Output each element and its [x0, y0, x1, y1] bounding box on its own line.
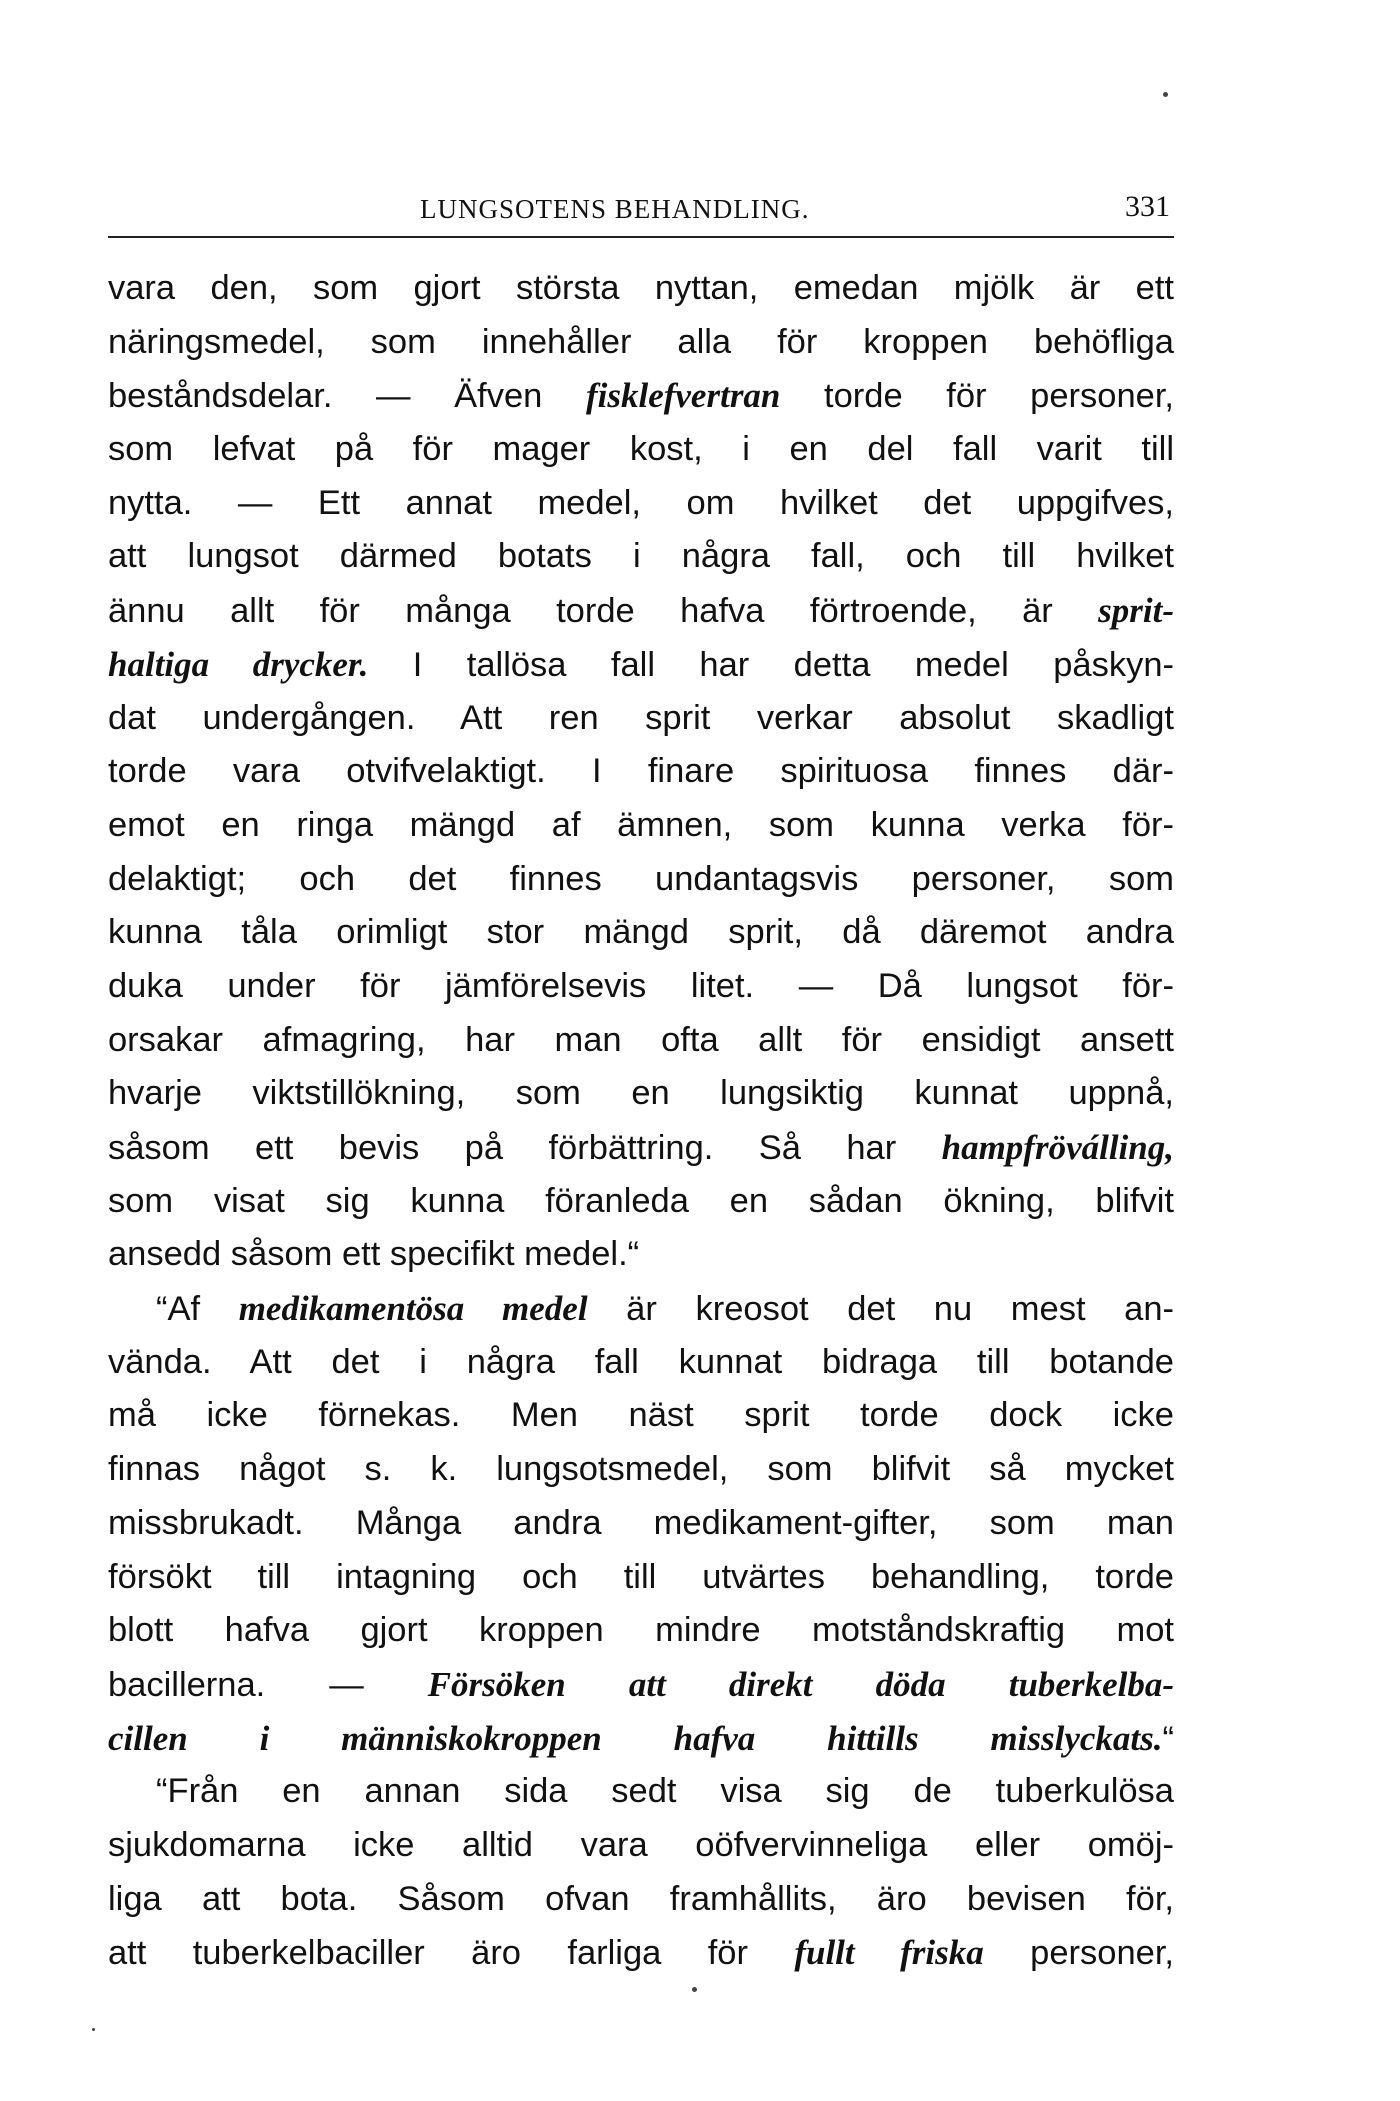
text-line: [108, 638, 1174, 692]
text-line: [108, 960, 1174, 1014]
text-line: [108, 1282, 1174, 1336]
text-segment: delaktigt; och det finnes undantagsvis personer, som: [108, 859, 1174, 898]
text-segment: vända. Att det i några fall kunnat bidraga till botande: [108, 1342, 1174, 1381]
text-line: [108, 1765, 1174, 1819]
text-segment: näringsmedel, som innehåller alla för kroppen behöfliga: [108, 322, 1174, 361]
speck-mark: [1163, 92, 1168, 97]
text-segment: ansedd såsom ett specifikt medel.“: [108, 1235, 640, 1274]
running-title: LUNGSOTENS BEHANDLING.: [420, 194, 810, 224]
text-segment: hvarje viktstillökning, som en lungsiktig kunnat uppnå,: [108, 1074, 1174, 1113]
text-segment: försökt till intagning och till utvärtes behandling, torde: [108, 1557, 1174, 1596]
text-segment: må icke förnekas. Men näst sprit torde dock icke: [108, 1396, 1174, 1435]
text-line: [108, 1712, 1174, 1766]
text-segment: torde vara otvifvelaktigt. I finare spirituosa finnes där-: [108, 752, 1174, 791]
text-segment: blott hafva gjort kroppen mindre motståndskraftig mot: [108, 1611, 1174, 1650]
text-line: [108, 1175, 1174, 1229]
text-segment: emot en ringa mängd af ämnen, som kunna verka för-: [108, 805, 1174, 844]
speck-mark: [692, 1987, 697, 1992]
text-segment: missbrukadt. Många andra medikament-gifter, som man: [108, 1503, 1174, 1542]
text-segment: bacillerna. —: [108, 1665, 428, 1704]
text-segment: ännu allt för många torde hafva förtroende, är: [108, 592, 1099, 631]
text-segment: är kreosot det nu mest an-: [587, 1290, 1174, 1329]
text-line: [108, 1551, 1174, 1605]
text-line: [108, 1389, 1174, 1443]
text-line: [108, 799, 1174, 853]
text-segment: som lefvat på för mager kost, i en del fall varit till: [108, 430, 1174, 469]
page-number: 331: [1125, 190, 1170, 223]
text-line: [108, 1228, 1174, 1282]
text-segment: I tallösa fall har detta medel påskyn-: [368, 645, 1174, 684]
text-line: [108, 530, 1174, 584]
emphasized-text: medikamentösa medel: [238, 1289, 588, 1329]
emphasized-text: sprit-: [1098, 591, 1174, 631]
text-line: [108, 262, 1174, 316]
text-segment: personer,: [983, 1934, 1174, 1973]
text-line: [108, 423, 1174, 477]
text-segment: att tuberkelbaciller äro farliga för: [108, 1934, 795, 1973]
text-segment: kunna tåla orimligt stor mängd sprit, då däremot andra: [108, 913, 1174, 952]
text-segment: orsakar afmagring, har man ofta allt för ensidigt ansett: [108, 1020, 1174, 1059]
text-segment: beståndsdelar. — Äfven: [108, 377, 586, 416]
text-segment: torde för personer,: [780, 377, 1174, 416]
text-line: [108, 369, 1174, 423]
text-segment: dat undergången. Att ren sprit verkar absolut skadligt: [108, 698, 1174, 737]
emphasized-text: haltiga drycker.: [108, 644, 369, 684]
emphasized-text: hampfröválling,: [941, 1128, 1174, 1167]
text-line: [108, 1336, 1174, 1390]
text-line: [108, 316, 1174, 370]
text-segment: “Från en annan sida sedt visa sig de tuberkulösa: [156, 1772, 1174, 1811]
text-line: [108, 745, 1174, 799]
text-line: [108, 1014, 1174, 1068]
text-segment: “Af: [156, 1290, 239, 1329]
text-segment: finnas något s. k. lungsotsmedel, som blifvit så mycket: [108, 1450, 1174, 1489]
body-text: [108, 262, 1174, 1980]
text-segment: att lungsot därmed botats i några fall, och till hvilket: [108, 537, 1174, 576]
text-segment: vara den, som gjort största nyttan, emedan mjölk är ett: [108, 269, 1174, 307]
text-line: [108, 584, 1174, 638]
running-head: [108, 190, 1174, 238]
text-line: [108, 1819, 1174, 1873]
text-line: [108, 1067, 1174, 1121]
text-line: [108, 1604, 1174, 1658]
text-segment: “: [1162, 1719, 1174, 1758]
emphasized-text: cillen i människokroppen hafva hittills misslyckats.: [108, 1718, 1163, 1758]
text-segment: liga att bota. Såsom ofvan framhållits, äro bevisen för,: [108, 1879, 1174, 1918]
text-line: [108, 906, 1174, 960]
text-line: [108, 1658, 1174, 1712]
text-line: [108, 692, 1174, 746]
text-line: [108, 1873, 1174, 1927]
text-segment: nytta. — Ett annat medel, om hvilket det uppgifves,: [108, 483, 1174, 522]
text-line: [108, 1443, 1174, 1497]
text-line: [108, 1497, 1174, 1551]
text-line: [108, 1121, 1174, 1175]
emphasized-text: Försöken att direkt döda tuberkelba-: [427, 1664, 1174, 1704]
emphasized-text: fisklefvertran: [585, 376, 781, 416]
text-segment: sjukdomarna icke alltid vara oöfvervinneliga eller omöj-: [108, 1825, 1174, 1864]
emphasized-text: fullt friska: [794, 1933, 984, 1973]
text-line: [108, 1926, 1174, 1980]
text-line: [108, 853, 1174, 907]
text-line: [108, 477, 1174, 531]
text-segment: såsom ett bevis på förbättring. Så har: [108, 1129, 942, 1167]
text-segment: duka under för jämförelsevis litet. — Då lungsot för-: [108, 966, 1174, 1005]
speck-mark: [92, 2028, 95, 2031]
text-segment: som visat sig kunna föranleda en sådan ökning, blifvit: [108, 1181, 1174, 1220]
